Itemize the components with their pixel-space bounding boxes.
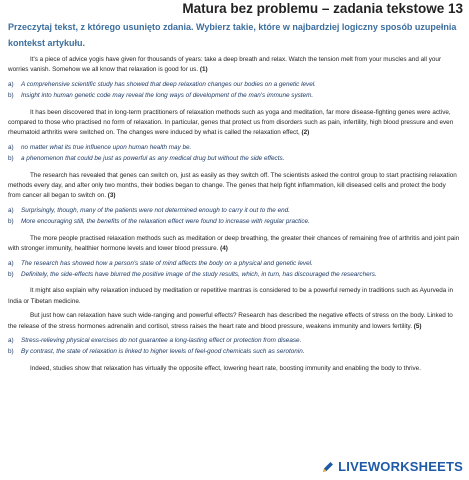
option-letter: b) bbox=[8, 218, 14, 226]
gap-number: (3) bbox=[107, 192, 116, 200]
option-letter: b) bbox=[8, 92, 14, 100]
paragraph-text: Indeed, studies show that relaxation has virtually the opposite effect, lowering heart rate, boosting immunity and enabling the body to thrive. bbox=[30, 364, 421, 372]
pencil-icon bbox=[321, 460, 335, 474]
option-letter: b) bbox=[8, 155, 14, 163]
gap-number: (5) bbox=[413, 322, 422, 330]
paragraph-3 bbox=[8, 171, 460, 202]
option-5a[interactable] bbox=[8, 336, 460, 346]
paragraph-7 bbox=[8, 364, 460, 374]
option-text: Definitely, the side-effects have blurred the positive image of the study results, which, in turn, has discouraged the researchers. bbox=[21, 270, 377, 278]
gap-number: (1) bbox=[199, 66, 208, 74]
paragraph-2 bbox=[8, 108, 460, 139]
paragraph-text: It has been discovered that in long-term practitioners of relaxation methods such as yoga and meditation, far more disease-fighting genes were active, compared to those who practised no form of relaxation. In particular, genes that protect us from disorders such as pain, infertility, high blood pressure and even rheumatoid arthritis were switched on. The changes were induced by what is called the relaxation effect, bbox=[8, 108, 454, 137]
option-letter: a) bbox=[8, 336, 14, 344]
paragraph-5 bbox=[8, 286, 460, 307]
paragraph-6 bbox=[8, 311, 460, 332]
option-text: a phenomenon that could be just as powerful as any medical drug but without the side effects. bbox=[21, 155, 285, 163]
option-2b[interactable] bbox=[8, 154, 460, 164]
paragraph-text: The more people practised relaxation methods such as meditation or deep breathing, the greater their chances of remaining free of arthritis and joint pain with stronger immunity, healthier hormone levels and lower blood pressure. bbox=[8, 234, 460, 253]
option-text: Stress-relieving physical exercises do not guarantee a long-lasting effect or protection from disease. bbox=[21, 336, 302, 344]
option-text: By contrast, the state of relaxation is linked to higher levels of feel-good chemicals such as serotonin. bbox=[21, 348, 305, 356]
paragraph-text: The research has revealed that genes can switch on, just as easily as they switch off. The scientists asked the control group to start practising relaxation methods every day, and after only two months, their bodies began to change. The genes that help fight inflammation, kill diseased cells and protect the body from cancer all began to switch on. bbox=[8, 171, 457, 200]
option-1b[interactable] bbox=[8, 91, 460, 101]
option-text: Surprisingly, though, many of the patients were not determined enough to carry it out to the end. bbox=[21, 206, 290, 214]
paragraph-4 bbox=[8, 234, 460, 255]
option-letter: b) bbox=[8, 348, 14, 356]
option-letter: b) bbox=[8, 270, 14, 278]
logo-text: LIVEWORKSHEETS bbox=[338, 459, 463, 474]
option-3a[interactable] bbox=[8, 206, 460, 216]
page-title: Matura bez problemu – zadania tekstowe 13 bbox=[182, 1, 463, 16]
paragraph-text: But just how can relaxation have such wide-ranging and powerful effects? Research has described the negative effects of stress on the body. Linked to the release of the stress hormones adrenalin and cortisol, stress raises the heart rate and blood pressure, weakens immunity and lowers fertility. bbox=[8, 312, 453, 330]
paragraph-text: It's a piece of advice yogis have given for thousands of years: take a deep breath and relax. Watch the tension melt from your muscles and all your worries vanish. Somehow we all know that relaxation is good for us. bbox=[8, 56, 442, 74]
option-text: A comprehensive scientific study has showed that deep relaxation changes our bodies on a genetic level. bbox=[21, 80, 316, 88]
gap-number: (4) bbox=[220, 245, 228, 253]
option-1a[interactable] bbox=[8, 80, 460, 90]
option-4a[interactable] bbox=[8, 259, 460, 269]
option-letter: a) bbox=[8, 206, 14, 214]
gap-number: (2) bbox=[301, 129, 310, 137]
option-text: More encouraging still, the benefits of the relaxation effect were found to increase with regular practice. bbox=[21, 218, 310, 226]
option-letter: a) bbox=[8, 143, 14, 151]
paragraph-text: It might also explain why relaxation induced by meditation or repetitive mantras is considered to be a powerful remedy in traditions such as Ayurveda in India or Tibetan medicine. bbox=[8, 287, 454, 305]
liveworksheets-logo bbox=[321, 459, 463, 474]
option-letter: a) bbox=[8, 80, 14, 88]
option-letter: a) bbox=[8, 259, 14, 267]
option-3b[interactable] bbox=[8, 217, 460, 227]
article bbox=[8, 55, 460, 378]
option-text: The research has showed how a person's state of mind affects the body on a physical and genetic level. bbox=[21, 259, 313, 267]
option-text: no matter what its true influence upon human health may be. bbox=[21, 143, 192, 151]
paragraph-1 bbox=[8, 55, 460, 76]
option-5b[interactable] bbox=[8, 347, 460, 357]
option-text: Insight into human genetic code may reveal the long ways of development of the man's immune system. bbox=[21, 92, 314, 100]
option-4b[interactable] bbox=[8, 270, 460, 280]
instructions: Przeczytaj tekst, z którego usunięto zdania. Wybierz takie, które w najbardziej logiczny sposób uzupełnia kontekst artykułu. bbox=[8, 22, 457, 48]
option-2a[interactable] bbox=[8, 143, 460, 153]
